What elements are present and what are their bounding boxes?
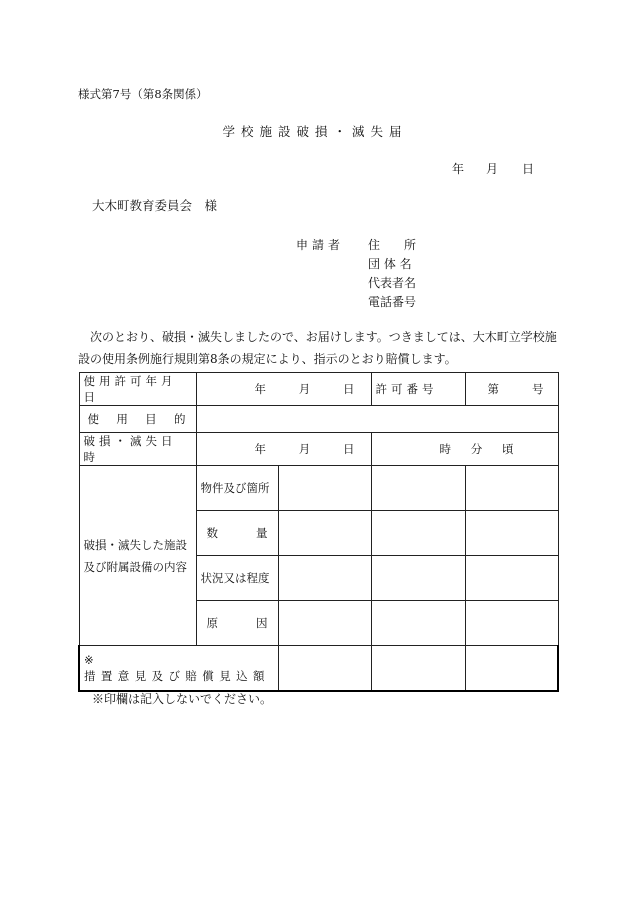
permit-day-unit: 日 <box>343 382 355 396</box>
detail-cause-label <box>196 601 278 646</box>
loss-hour-unit: 時 <box>439 442 451 456</box>
detail-cell[interactable] <box>371 511 465 556</box>
applicant-representative-label: 代表者名 <box>368 276 417 290</box>
permit-date-row <box>79 373 558 406</box>
detail-cause-char: 因 <box>256 616 268 630</box>
loss-month-unit: 月 <box>298 442 311 456</box>
detail-quantity-char: 量 <box>256 526 268 540</box>
detail-cell[interactable] <box>371 601 465 646</box>
detail-cell[interactable] <box>371 466 465 511</box>
loss-day-unit: 日 <box>343 442 355 456</box>
loss-minute-unit: 分 <box>470 442 483 456</box>
loss-year-unit: 年 <box>254 442 266 456</box>
detail-cell[interactable] <box>278 466 371 511</box>
detail-condition-label: 状況又は程度 <box>196 556 278 601</box>
permit-number-field[interactable] <box>465 373 558 406</box>
purpose-field[interactable] <box>196 406 558 433</box>
purpose-label <box>79 406 196 433</box>
opinion-cell[interactable] <box>465 646 558 692</box>
permit-year-unit: 年 <box>254 382 266 396</box>
purpose-label-char: 用 <box>116 412 128 426</box>
permit-number-suffix: 号 <box>532 382 544 396</box>
form-number: 様式第7号（第8条関係） <box>78 87 208 101</box>
opinion-row <box>79 646 558 692</box>
damage-report-table <box>78 372 559 692</box>
opinion-label-cell <box>79 646 278 692</box>
detail-group-label <box>79 466 196 646</box>
permit-date-label: 使用許可年月日 <box>79 373 196 406</box>
detail-cell[interactable] <box>278 511 371 556</box>
applicant-phone-label: 電話番号 <box>368 295 417 309</box>
purpose-label-char: 的 <box>173 412 186 426</box>
detail-cell[interactable] <box>278 556 371 601</box>
detail-cell[interactable] <box>371 556 465 601</box>
detail-group-label-line-2: 及び附属設備の内容 <box>83 559 187 574</box>
opinion-cell[interactable] <box>278 646 371 692</box>
purpose-label-char: 目 <box>145 412 157 426</box>
detail-cell[interactable] <box>278 601 371 646</box>
detail-group-label-line-1: 破損・滅失した施設 <box>83 537 187 552</box>
permit-number-prefix: 第 <box>487 382 499 396</box>
applicant-label: 申請者 <box>296 238 345 252</box>
date-day-unit: 日 <box>522 162 535 176</box>
opinion-mark: ※ <box>84 653 94 667</box>
addressee: 大木町教育委員会 様 <box>92 198 218 213</box>
loss-time-field[interactable] <box>371 433 558 466</box>
purpose-row <box>79 406 558 433</box>
detail-quantity-char: 数 <box>206 526 218 540</box>
permit-month-unit: 月 <box>298 382 311 396</box>
loss-date-field[interactable] <box>196 433 371 466</box>
detail-cell[interactable] <box>465 601 558 646</box>
footnote: ※印欄は記入しないでください。 <box>92 692 273 706</box>
detail-quantity-label <box>196 511 278 556</box>
detail-cell[interactable] <box>465 466 558 511</box>
detail-item-label: 物件及び箇所 <box>196 466 278 511</box>
loss-date-label: 破損・滅失日時 <box>79 433 196 466</box>
opinion-cell[interactable] <box>371 646 465 692</box>
detail-cell[interactable] <box>465 511 558 556</box>
detail-cell[interactable] <box>465 556 558 601</box>
date-year-unit: 年 <box>452 162 465 176</box>
permit-number-label: 許可番号 <box>371 373 465 406</box>
date-month-unit: 月 <box>486 162 499 176</box>
loss-approx-unit: 頃 <box>502 442 514 456</box>
intro-paragraph: 次のとおり、破損・滅失しましたので、お届けします。つきましては、大木町立学校施設の使用条例施行規則第8条の規定により、指示のとおり賠償します。 <box>78 330 557 366</box>
purpose-label-char: 使 <box>87 412 99 426</box>
loss-date-row <box>79 433 558 466</box>
applicant-group-label: 団 体 名 <box>368 257 412 271</box>
opinion-label: 措置意見及び賠償見込額 <box>84 669 270 683</box>
detail-cause-char: 原 <box>206 616 218 630</box>
permit-date-field[interactable] <box>196 373 371 406</box>
detail-row-item <box>79 466 558 511</box>
document-title: 学校施設破損・滅失届 <box>222 124 408 139</box>
applicant-address-label: 住 所 <box>368 238 417 252</box>
